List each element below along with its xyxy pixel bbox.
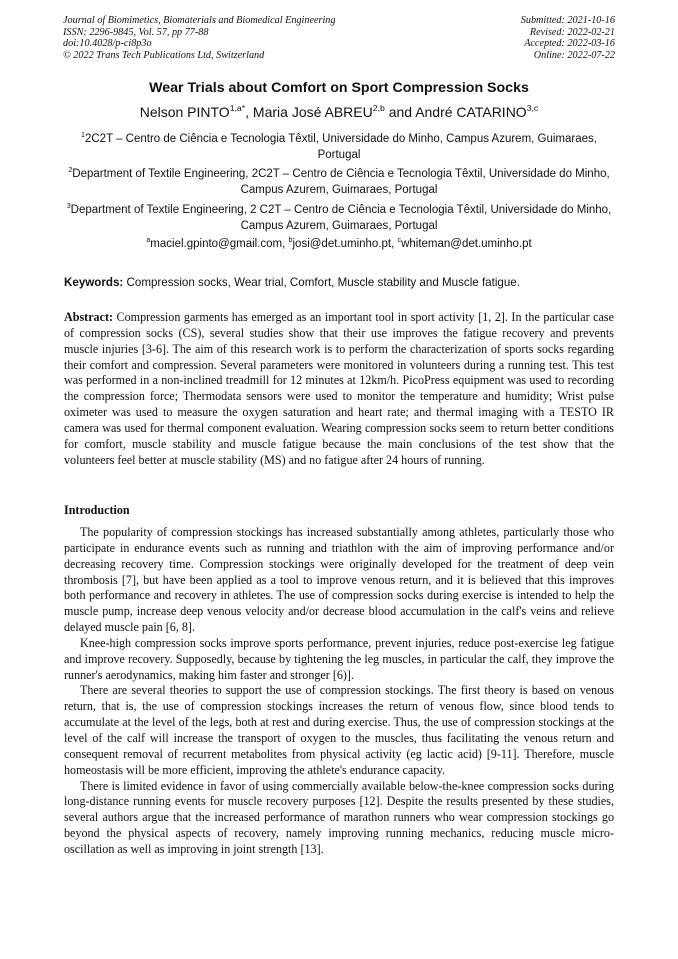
paragraph: There are several theories to support the use of compression stockings. The first theory is based on venous return, that is, the use of compression stockings increases the return of venous flow, since blood tends to accumulate at the level of the legs, both at rest and during exercise. Thus, the use of compression stockings at the level of the calf will increase the transport of oxygen to the muscles, thus facilitating the venous return and consequent removal of recurrent metabolites from physical activity (eg lactic acid) [9-11]. Therefore, muscle homeostasis will be more efficient, improving the athlete's endurance capacity. (64, 683, 614, 777)
online-date: Online: 2022-07-22 (533, 49, 615, 61)
submitted-date: Submitted: 2021-10-16 (520, 15, 615, 26)
affiliation-text: 2C2T – Centro de Ciência e Tecnologia Têxtil, Universidade do Minho, Campus Azurem, Guimaraes, Portugal (84, 133, 597, 161)
abstract-label: Abstract: (64, 310, 114, 324)
email-marker: a (146, 236, 151, 245)
author-superscript: 1,a* (229, 102, 246, 113)
author-name: André CATARINO (415, 104, 527, 120)
keywords-text: Compression socks, Wear trial, Comfort, Muscle stability and Muscle fatigue. (123, 276, 520, 289)
author-name: Maria José ABREU (252, 104, 373, 120)
abstract-text: Compression garments has emerged as an important tool in sport activity [1, 2]. In the particular case of compression socks (CS), several studies show that their use improves the fatigue recovery and prevents muscle injuries [3-6]. The aim of this research work is to perform the characterization of sports socks regarding their comfort and compression. Several parameters were monitored in volunteers during a running test. This test was performed in a non-inclined treadmill for 12 minutes at 12km/h. PicoPress equipment was used to recording the compression force; Thermodata sensors were used to monitor the temperature and humidity; Wrist pulse oximeter was used to measure the oxygen saturation and heart rate; and thermal imaging with a TESTO IR camera was used for thermal component evaluation. Wearing compression socks seem to return better conditions for comfort, muscle stability and muscle fatigue because the main conclusions of the test show that the volunteers feel better at muscle stability (MS) and no fatigue after 24 hours of running. (64, 310, 614, 467)
paragraph: There is limited evidence in favor of using commercially available below-the-knee compression socks during long-distance running events for muscle recovery purposes [12]. Despite the results presented by these studies, several authors argue that the increased performance of marathon runners who wear compression stockings go beyond the physical aspects of recovery, namely improving running mechanics, reducing muscle micro-oscillation as well as improving in joint strength [13]. (64, 778, 614, 856)
email-address: whiteman@det.uminho.pt (401, 238, 532, 250)
issn-line: ISSN: 2296-9845, Vol. 57, pp 77-88 (63, 26, 209, 38)
affiliation-text: Department of Textile Engineering, 2C2T – Centro de Ciência e Tecnologia Têxtil, Universidade do Minho, Campus Azurem, Guimaraes, Portugal (72, 168, 610, 196)
keywords-label: Keywords: (64, 276, 124, 289)
affiliation-marker: 3 (66, 202, 71, 211)
affiliation-1 (64, 131, 614, 163)
copyright-line: © 2022 Trans Tech Publications Ltd, Switzerland (63, 49, 265, 61)
publication-dates (521, 15, 615, 61)
abstract (64, 310, 614, 468)
affiliation-marker: 2 (68, 166, 73, 175)
introduction-heading: Introduction (64, 503, 130, 517)
email-marker: c (397, 236, 402, 245)
doi-line: doi:10.4028/p-ci8p3o (63, 38, 152, 50)
paragraph: Knee-high compression socks improve sports performance, prevent injuries, reduce post-exercise leg fatigue and improve recovery. Supposedly, because by tightening the leg muscles, in particular the calf, they improve the runner's aerodynamics, making him faster and stronger [6)]. (64, 635, 614, 682)
email-address: josi@det.uminho.pt, (292, 238, 398, 250)
affiliation-marker: 1 (81, 131, 85, 140)
author-emails (0, 238, 678, 250)
affiliation-text: Department of Textile Engineering, 2 C2T – Centro de Ciência e Tecnologia Têxtil, Universidade do Minho, Campus Azurem, Guimaraes, Portugal (70, 204, 612, 232)
introduction-body (64, 525, 614, 858)
journal-info (63, 15, 335, 61)
author-superscript: 2,b (372, 102, 385, 113)
email-address: maciel.gpinto@gmail.com, (150, 238, 289, 250)
paragraph: The popularity of compression stockings has increased substantially among athletes, particularly those who participate in endurance events such as running and triathlon with the aim of improving performance and/or decreasing recovery time. Compression stockings were originally developed for the treatment of deep vein thrombosis [7], but have been applied as a tool to improve venous return, and it is believed that this improves both performance and recovery in athletes. The use of compression socks during exercise is intended to help the muscle pump, increase deep venous velocity and/or decrease blood accumulation in the calf's veins and relieve delayed muscle pain [6, 8]. (64, 525, 614, 635)
author-separator: and (384, 104, 416, 120)
author-separator: , (245, 104, 253, 120)
author-list (0, 104, 678, 120)
author-name: Nelson PINTO (139, 104, 230, 120)
keywords (64, 276, 614, 289)
author-superscript: 3,c (526, 102, 539, 113)
email-marker: b (288, 236, 293, 245)
paper-title: Wear Trials about Comfort on Sport Compression Socks (149, 80, 529, 96)
journal-name: Journal of Biomimetics, Biomaterials and Biomedical Engineering (63, 15, 336, 26)
accepted-date: Accepted: 2022-03-16 (524, 38, 615, 50)
revised-date: Revised: 2022-02-21 (529, 26, 615, 38)
affiliation-2 (64, 166, 614, 198)
affiliation-3 (64, 202, 614, 234)
